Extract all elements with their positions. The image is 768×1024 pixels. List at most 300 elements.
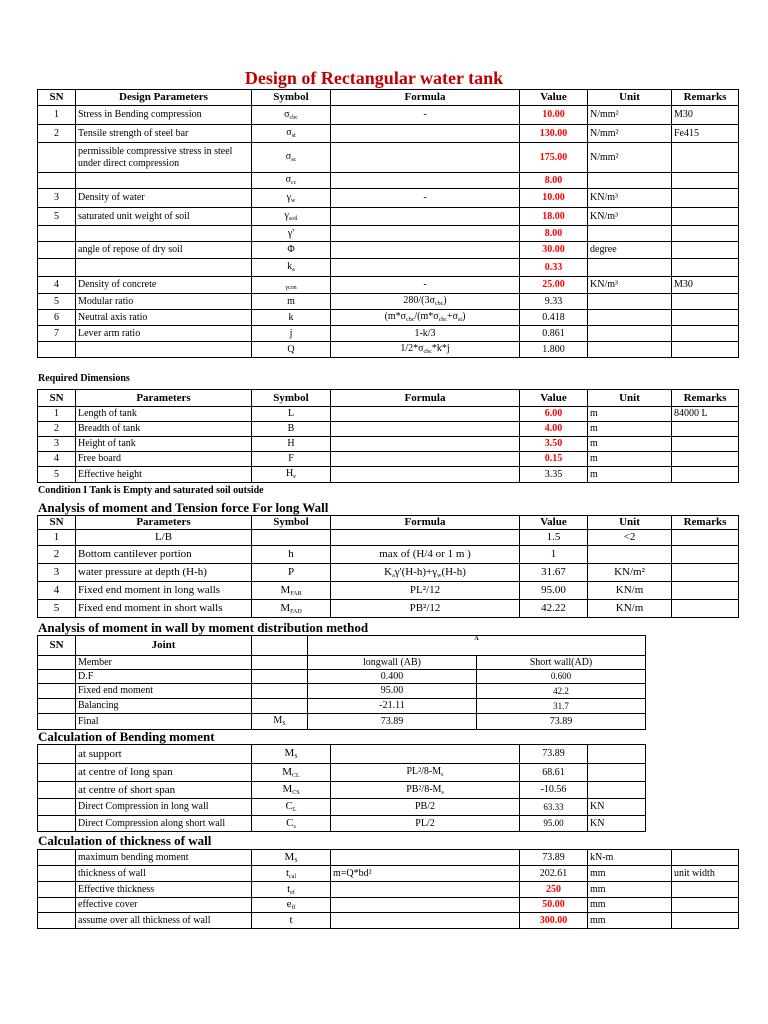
table-row [38, 242, 739, 259]
col-header: Remarks [672, 90, 739, 106]
unit-cell [588, 310, 672, 326]
param-cell: Direct Compression in long wall [76, 799, 252, 816]
remarks-cell: 84000 L [672, 407, 739, 422]
table-header-row [38, 636, 646, 656]
formula-cell: ($m*\sigma_{cbc}/(m*\sigma_{cbc}+\sigma_{st})$ [331, 310, 520, 326]
remarks-cell [672, 467, 739, 483]
table-row [38, 452, 739, 467]
table-row [38, 764, 646, 782]
formula-cell [331, 407, 520, 422]
value-cell: 8.00 [520, 226, 588, 242]
unit-cell: mm [588, 866, 672, 882]
remarks-cell [672, 208, 739, 226]
col-header: Symbol [252, 516, 331, 530]
formula-cell [331, 850, 520, 866]
symbol-cell: B [252, 422, 331, 437]
symbol-cell: $M_{CS}$ [252, 782, 331, 799]
sn-cell [38, 816, 76, 832]
sn-cell: 4 [38, 452, 76, 467]
value-cell: 300.00 [520, 913, 588, 929]
param-cell: maximum bending moment [76, 850, 252, 866]
col-header: Parameters [76, 390, 252, 407]
param-cell: assume over all thickness of wall [76, 913, 252, 929]
symbol-cell: $C_L$ [252, 799, 331, 816]
table-row [38, 530, 739, 546]
col-header: Formula [331, 516, 520, 530]
sn-cell: 2 [38, 422, 76, 437]
param-cell: saturated unit weight of soil [76, 208, 252, 226]
param-cell: at support [76, 745, 252, 764]
sn-cell [38, 699, 76, 714]
long-wall-cell: longwall (AB) [308, 656, 477, 670]
label-cell: Member [76, 656, 252, 670]
unit-cell [588, 259, 672, 277]
section-heading-moment-distribution: Analysis of moment in wall by moment distribution method [38, 620, 369, 635]
value-cell: 0.33 [520, 259, 588, 277]
long-wall-cell: 95.00 [308, 684, 477, 699]
symbol-cell: $\gamma_{soil}$ [252, 208, 331, 226]
remarks-cell [672, 530, 739, 546]
value-cell: 42.22 [520, 600, 588, 618]
formula-cell: max of (H/4 or 1 m ) [331, 546, 520, 564]
unit-cell: N/mm² [588, 125, 672, 143]
symbol-cell: $\gamma_w$ [252, 189, 331, 208]
short-wall-cell: 31.7 [477, 699, 646, 714]
value-cell: 9.33 [520, 294, 588, 310]
formula-cell [331, 173, 520, 189]
table-row [38, 467, 739, 483]
value-cell: 95.00 [520, 816, 588, 832]
table-row [38, 326, 739, 342]
table-row [38, 407, 739, 422]
formula-cell: PB/2 [331, 799, 520, 816]
symbol-cell [252, 530, 331, 546]
formula-cell: $K_a\gamma'(H-h)+\gamma_w(H-h)$ [331, 564, 520, 582]
col-header: Unit [588, 390, 672, 407]
value-cell: -10.56 [520, 782, 588, 799]
sn-cell [38, 799, 76, 816]
label-cell: D.F [76, 670, 252, 684]
param-cell: Free board [76, 452, 252, 467]
formula-cell [331, 208, 520, 226]
symbol-cell: $M_{FAD}$ [252, 600, 331, 618]
remarks-cell [672, 259, 739, 277]
sn-cell [38, 143, 76, 173]
symbol-cell: $t_{cal}$ [252, 866, 331, 882]
unit-cell [588, 764, 646, 782]
table-row [38, 173, 739, 189]
param-cell: thickness of wall [76, 866, 252, 882]
col-header: Symbol [252, 90, 331, 106]
col-header: Unit [588, 90, 672, 106]
param-cell: Density of concrete [76, 277, 252, 294]
value-cell: 10.00 [520, 106, 588, 125]
formula-cell: - [331, 106, 520, 125]
symbol-cell [252, 699, 308, 714]
section-heading-required-dimensions: Required Dimensions [38, 373, 130, 384]
table-row [38, 684, 646, 699]
unit-cell: KN/m² [588, 564, 672, 582]
value-cell: 6.00 [520, 407, 588, 422]
formula-cell [331, 422, 520, 437]
col-header: SN [38, 516, 76, 530]
symbol-cell: $\sigma_{sc}$ [252, 143, 331, 173]
value-cell: 250 [520, 882, 588, 898]
long-wall-cell: 73.89 [308, 714, 477, 730]
table-row [38, 582, 739, 600]
value-cell: 50.00 [520, 898, 588, 913]
sn-cell [38, 242, 76, 259]
col-header: Design Parameters [76, 90, 252, 106]
remarks-cell [672, 850, 739, 866]
param-cell: Breadth of tank [76, 422, 252, 437]
short-wall-cell: 42.2 [477, 684, 646, 699]
value-cell: 4.00 [520, 422, 588, 437]
param-cell: Direct Compression along short wall [76, 816, 252, 832]
table-row [38, 866, 739, 882]
sn-cell [38, 259, 76, 277]
formula-cell: PL/2 [331, 816, 520, 832]
formula-cell: $1/2*\sigma_{cbc}*k*j$ [331, 342, 520, 358]
unit-cell: m [588, 422, 672, 437]
sn-cell [38, 745, 76, 764]
sn-cell [38, 656, 76, 670]
symbol-cell: $M_{FAB}$ [252, 582, 331, 600]
moment-distribution-table [37, 635, 646, 730]
param-cell: effective cover [76, 898, 252, 913]
unit-cell: KN/m³ [588, 208, 672, 226]
formula-cell [331, 125, 520, 143]
formula-cell [331, 452, 520, 467]
label-cell: Final [76, 714, 252, 730]
param-cell: Neutral axis ratio [76, 310, 252, 326]
symbol-cell: $M_S$ [252, 714, 308, 730]
thickness-table [37, 849, 739, 929]
formula-cell: PL²/$8-M_s$ [331, 764, 520, 782]
table-row [38, 546, 739, 564]
unit-cell: N/mm² [588, 143, 672, 173]
short-wall-cell: 0.600 [477, 670, 646, 684]
design-parameters-table [37, 89, 739, 358]
symbol-cell: $\sigma_{cc}$ [252, 173, 331, 189]
remarks-cell [672, 226, 739, 242]
table-row [38, 913, 739, 929]
unit-cell: m [588, 437, 672, 452]
sn-cell: 4 [38, 582, 76, 600]
value-cell: 0.861 [520, 326, 588, 342]
unit-cell: kN-m [588, 850, 672, 866]
table-row [38, 277, 739, 294]
value-cell: 31.67 [520, 564, 588, 582]
table-row [38, 670, 646, 684]
param-cell: L/B [76, 530, 252, 546]
symbol-cell: Φ [252, 242, 331, 259]
long-wall-cell: 0.400 [308, 670, 477, 684]
value-cell: 10.00 [520, 189, 588, 208]
value-cell: 3.35 [520, 467, 588, 483]
value-cell: 73.89 [520, 850, 588, 866]
col-header: SN [38, 390, 76, 407]
remarks-cell [672, 326, 739, 342]
table-row [38, 699, 646, 714]
unit-cell: KN [588, 799, 646, 816]
sn-cell: 2 [38, 125, 76, 143]
value-cell: 18.00 [520, 208, 588, 226]
sn-cell [38, 782, 76, 799]
table-row [38, 226, 739, 242]
value-cell: 1.5 [520, 530, 588, 546]
formula-cell [331, 226, 520, 242]
table-row [38, 714, 646, 730]
value-cell: 63.33 [520, 799, 588, 816]
sn-cell: 6 [38, 310, 76, 326]
remarks-cell [672, 242, 739, 259]
formula-cell [331, 745, 520, 764]
symbol-cell: k [252, 310, 331, 326]
unit-cell: <2 [588, 530, 672, 546]
value-cell: 1.800 [520, 342, 588, 358]
formula-cell [331, 467, 520, 483]
table-row [38, 310, 739, 326]
symbol-cell: $k_a$ [252, 259, 331, 277]
remarks-cell: unit width [672, 866, 739, 882]
unit-cell: mm [588, 882, 672, 898]
col-header: Value [520, 90, 588, 106]
sn-cell [38, 866, 76, 882]
condition-label: Condition I Tank is Empty and saturated soil outside [38, 485, 264, 496]
unit-cell [588, 326, 672, 342]
col-header: Value [520, 390, 588, 407]
table-row [38, 189, 739, 208]
short-wall-cell: Short wall(AD) [477, 656, 646, 670]
param-cell: Fixed end moment in short walls [76, 600, 252, 618]
symbol-cell: F [252, 452, 331, 467]
table-row [38, 882, 739, 898]
sn-cell: 7 [38, 326, 76, 342]
value-cell: 3.50 [520, 437, 588, 452]
symbol-cell: j [252, 326, 331, 342]
required-dimensions-table [37, 389, 739, 483]
value-cell: 8.00 [520, 173, 588, 189]
remarks-cell [672, 173, 739, 189]
symbol-cell: $C_s$ [252, 816, 331, 832]
symbol-cell [252, 670, 308, 684]
sn-cell [38, 913, 76, 929]
unit-cell [588, 546, 672, 564]
param-cell: Fixed end moment in long walls [76, 582, 252, 600]
symbol-cell: H [252, 437, 331, 452]
unit-cell: m [588, 467, 672, 483]
symbol-cell: $\sigma_{st}$ [252, 125, 331, 143]
remarks-cell [672, 600, 739, 618]
param-cell: angle of repose of dry soil [76, 242, 252, 259]
param-cell: Stress in Bending compression [76, 106, 252, 125]
sn-cell: 1 [38, 530, 76, 546]
symbol-cell: h [252, 546, 331, 564]
table-row [38, 782, 646, 799]
unit-cell: KN/m³ [588, 189, 672, 208]
remarks-cell [672, 294, 739, 310]
sn-cell [38, 173, 76, 189]
formula-cell: PL²/12 [331, 582, 520, 600]
table-row [38, 294, 739, 310]
col-header: Unit [588, 516, 672, 530]
remarks-cell [672, 310, 739, 326]
symbol-cell: $M_S$ [252, 745, 331, 764]
remarks-cell [672, 143, 739, 173]
sn-cell [38, 226, 76, 242]
param-cell: Length of tank [76, 407, 252, 422]
table-row [38, 208, 739, 226]
unit-cell: mm [588, 898, 672, 913]
formula-cell [331, 259, 520, 277]
sn-cell [38, 714, 76, 730]
param-cell: permissible compressive stress in steel under direct compression [76, 143, 252, 173]
formula-cell [331, 898, 520, 913]
param-cell: water pressure at depth (H-h) [76, 564, 252, 582]
value-cell: 175.00 [520, 143, 588, 173]
formula-cell: PB²/12 [331, 600, 520, 618]
table-header-row [38, 516, 739, 530]
param-cell [76, 226, 252, 242]
param-cell: Modular ratio [76, 294, 252, 310]
remarks-cell [672, 342, 739, 358]
unit-cell: degree [588, 242, 672, 259]
param-cell: Height of tank [76, 437, 252, 452]
formula-cell: PB²/$8-M_s$ [331, 782, 520, 799]
remarks-cell: M30 [672, 277, 739, 294]
col-header: Symbol [252, 390, 331, 407]
bending-moment-table [37, 744, 646, 832]
sn-cell: 1 [38, 106, 76, 125]
table-row [38, 259, 739, 277]
symbol-cell [252, 684, 308, 699]
sn-cell: 3 [38, 189, 76, 208]
remarks-cell [672, 422, 739, 437]
unit-cell [588, 173, 672, 189]
col-header: Value [520, 516, 588, 530]
remarks-cell [672, 913, 739, 929]
remarks-cell [672, 898, 739, 913]
param-cell: Density of water [76, 189, 252, 208]
symbol-cell: m [252, 294, 331, 310]
param-cell: Effective thickness [76, 882, 252, 898]
unit-cell: N/mm² [588, 106, 672, 125]
symbol-cell: $\sigma_{cbc}$ [252, 106, 331, 125]
param-cell: Bottom cantilever portion [76, 546, 252, 564]
sn-cell [38, 764, 76, 782]
col-header: Joint [76, 636, 252, 656]
formula-cell [331, 882, 520, 898]
sn-cell: 5 [38, 294, 76, 310]
col-header: SN [38, 636, 76, 656]
remarks-cell: Fe415 [672, 125, 739, 143]
sn-cell [38, 882, 76, 898]
col-header: Formula [331, 90, 520, 106]
symbol-cell: L [252, 407, 331, 422]
value-cell: 1 [520, 546, 588, 564]
table-row [38, 106, 739, 125]
section-heading-analysis-long-wall: Analysis of moment and Tension force For long Wall [38, 500, 329, 515]
col-header-joint-a: A [308, 636, 646, 656]
formula-cell [331, 530, 520, 546]
col-header: Formula [331, 390, 520, 407]
remarks-cell: M30 [672, 106, 739, 125]
unit-cell: m [588, 452, 672, 467]
unit-cell [588, 782, 646, 799]
unit-cell [588, 342, 672, 358]
formula-cell [331, 437, 520, 452]
sn-cell: 1 [38, 407, 76, 422]
col-header: Parameters [76, 516, 252, 530]
section-heading-bending-moment: Calculation of Bending moment [38, 729, 215, 744]
value-cell: 25.00 [520, 277, 588, 294]
param-cell [76, 342, 252, 358]
sn-cell: 3 [38, 564, 76, 582]
symbol-cell: $M_S$ [252, 850, 331, 866]
remarks-cell [672, 437, 739, 452]
symbol-cell: γ' [252, 226, 331, 242]
value-cell: 30.00 [520, 242, 588, 259]
table-row [38, 600, 739, 618]
value-cell: 202.61 [520, 866, 588, 882]
table-row [38, 342, 739, 358]
remarks-cell [672, 582, 739, 600]
page-title: Design of Rectangular water tank [244, 68, 504, 88]
table-row [38, 799, 646, 816]
section-heading-thickness: Calculation of thickness of wall [38, 833, 212, 848]
unit-cell [588, 745, 646, 764]
table-row [38, 143, 739, 173]
sn-cell: 5 [38, 208, 76, 226]
symbol-cell: $e_{ff}$ [252, 898, 331, 913]
long-wall-cell: -21.11 [308, 699, 477, 714]
symbol-cell: $t_{ef}$ [252, 882, 331, 898]
remarks-cell [672, 546, 739, 564]
label-cell: Balancing [76, 699, 252, 714]
label-cell: Fixed end moment [76, 684, 252, 699]
col-header: SN [38, 90, 76, 106]
formula-cell: 1-k/3 [331, 326, 520, 342]
formula-cell: m=Q*bd² [331, 866, 520, 882]
table-row [38, 850, 739, 866]
param-cell: at centre of long span [76, 764, 252, 782]
table-row [38, 564, 739, 582]
unit-cell [588, 226, 672, 242]
formula-cell [331, 913, 520, 929]
value-cell: 73.89 [520, 745, 588, 764]
table-row [38, 816, 646, 832]
symbol-cell: t [252, 913, 331, 929]
formula-cell [331, 143, 520, 173]
unit-cell: m [588, 407, 672, 422]
remarks-cell [672, 452, 739, 467]
sn-cell: 2 [38, 546, 76, 564]
param-cell: Lever arm ratio [76, 326, 252, 342]
table-row [38, 422, 739, 437]
symbol-cell [252, 656, 308, 670]
sn-cell [38, 670, 76, 684]
unit-cell [588, 294, 672, 310]
value-cell: 68.61 [520, 764, 588, 782]
analysis-long-wall-table [37, 515, 739, 618]
sn-cell [38, 684, 76, 699]
param-cell [76, 259, 252, 277]
value-cell: 130.00 [520, 125, 588, 143]
sn-cell: 5 [38, 600, 76, 618]
unit-cell: KN/m³ [588, 277, 672, 294]
unit-cell: mm [588, 913, 672, 929]
